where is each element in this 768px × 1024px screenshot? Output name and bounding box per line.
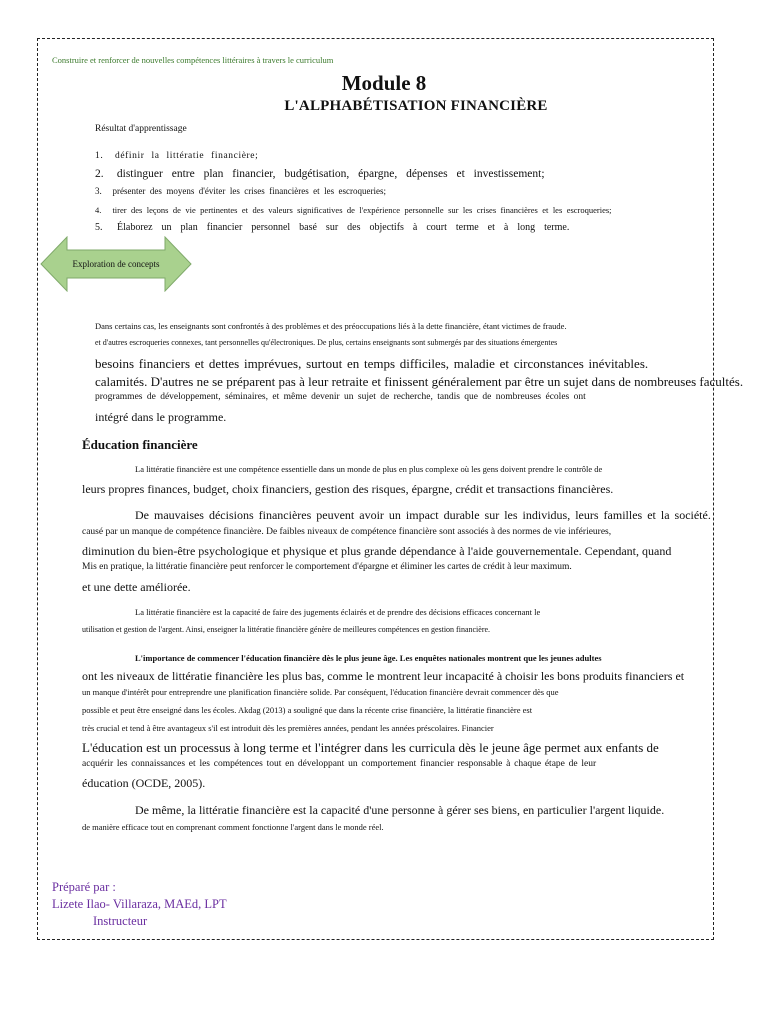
paragraph-line: leurs propres finances, budget, choix financiers, gestion des risques, épargne, crédit et transactions financières. [82, 482, 614, 496]
intro-line: besoins financiers et dettes imprévues, surtout en temps difficiles, maladie et circonstances inévitables. [95, 356, 649, 371]
prepared-by-label: Préparé par : [52, 880, 116, 894]
objective-text: présenter des moyens d'éviter les crises financières et les escroqueries; [112, 186, 387, 196]
learning-outcome-label: Résultat d'apprentissage [95, 124, 187, 134]
paragraph-line: possible et peut être enseigné dans les écoles. Akdag (2013) a souligné que dans la récente crise financière, la littératie financière est [82, 705, 533, 715]
paragraph-line: éducation (OCDE, 2005). [82, 776, 206, 790]
paragraph-line: La littératie financière est une compétence essentielle dans un monde de plus en plus complexe où les gens doivent prendre le contrôle de [135, 464, 603, 474]
objective-item [95, 151, 258, 161]
intro-line: Dans certains cas, les enseignants sont confrontés à des problèmes et des préoccupations liés à la dette financière, étant victimes de fraude. [95, 321, 567, 331]
exploration-label: Exploration de concepts [72, 259, 160, 269]
module-title: Module 8 [341, 71, 427, 95]
objective-text: Élaborez un plan financier personnel basé sur des objectifs à court terme et à long terme. [117, 222, 570, 233]
paragraph-line: De même, la littératie financière est la capacité d'une personne à gérer ses biens, en particulier l'argent liquide. [135, 803, 665, 817]
objective-item [95, 168, 545, 180]
objective-text: tirer des leçons de vie pertinentes et des valeurs significatives de l'expérience personnelle sur les crises financières et les escroqueries; [112, 205, 612, 215]
module-subtitle: L'ALPHABÉTISATION FINANCIÈRE [284, 98, 548, 114]
objective-number: 3. [95, 186, 102, 196]
paragraph-line: acquérir les connaissances et les compétences tout en développant un comportement financier responsable à chaque étape de leur [82, 759, 597, 769]
section-title: Éducation financière [82, 437, 198, 452]
paragraph-line: De mauvaises décisions financières peuvent avoir un impact durable sur les individus, leurs familles et la société. [135, 508, 711, 522]
paragraph-line: L'importance de commencer l'éducation financière dès le plus jeune âge. Les enquêtes nationales montrent que les jeunes adultes [135, 653, 602, 663]
paragraph-line: diminution du bien-être psychologique et physique et plus grande dépendance à l'aide gouvernementale. Cependant, quand [82, 544, 672, 558]
intro-line: calamités. D'autres ne se préparent pas à leur retraite et finissent généralement par être un sujet dans de nombreuses facultés. [95, 374, 744, 389]
paragraph-line: La littératie financière est la capacité de faire des jugements éclairés et de prendre des décisions efficaces concernant le [135, 607, 541, 617]
paragraph-line: et une dette améliorée. [82, 580, 191, 594]
paragraph-line: utilisation et gestion de l'argent. Ainsi, enseigner la littératie financière génère de meilleures compétences en gestion financière. [82, 625, 491, 634]
objective-number: 1. [95, 151, 104, 161]
objective-number: 2. [95, 168, 104, 180]
objective-number: 5. [95, 222, 103, 233]
paragraph-line: ont les niveaux de littératie financière les plus bas, comme le montrent leur incapacité à choisir les bons produits financiers et [82, 669, 685, 683]
paragraph-line: causé par un manque de compétence financière. De faibles niveaux de compétence financière sont associés à des normes de vie inférieures, [82, 527, 612, 537]
objective-item [95, 186, 386, 196]
curriculum-line: Construire et renforcer de nouvelles compétences littéraires à travers le curriculum [52, 55, 334, 65]
paragraph-line: un manque d'intérêt pour entreprendre une planification financière solide. Par conséquent, l'éducation financière devrait commencer dès que [82, 687, 559, 697]
author-name: Lizete Ilao- Villaraza, MAEd, LPT [52, 897, 227, 911]
paragraph-line: de manière efficace tout en comprenant comment fonctionne l'argent dans le monde réel. [82, 822, 384, 832]
paragraph-line: très crucial et tend à être avantageux s'il est introduit dès les premières années, pendant les années préscolaires. Financier [82, 723, 494, 733]
author-role: Instructeur [93, 914, 148, 928]
objective-text: distinguer entre plan financier, budgétisation, épargne, dépenses et investissement; [116, 168, 545, 180]
paragraph-line: Mis en pratique, la littératie financière peut renforcer le comportement d'épargne et éliminer les cartes de crédit à leur maximum. [82, 562, 572, 572]
intro-line: et d'autres escroqueries connexes, tant personnelles qu'électroniques. De plus, certains enseignants sont submergés par des situations émergentes [95, 338, 558, 347]
paragraph-line: L'éducation est un processus à long terme et l'intégrer dans les curricula dès le jeune âge permet aux enfants de [82, 740, 659, 755]
objective-item [95, 205, 612, 215]
exploration-arrow [40, 236, 192, 292]
intro-line: intégré dans le programme. [95, 410, 227, 424]
objective-text: définir la littératie financière; [114, 151, 259, 161]
intro-line: programmes de développement, séminaires, et même devenir un sujet de recherche, tandis que de nombreuses écoles ont [95, 392, 586, 402]
objective-item [95, 222, 569, 233]
objective-number: 4. [95, 205, 102, 215]
